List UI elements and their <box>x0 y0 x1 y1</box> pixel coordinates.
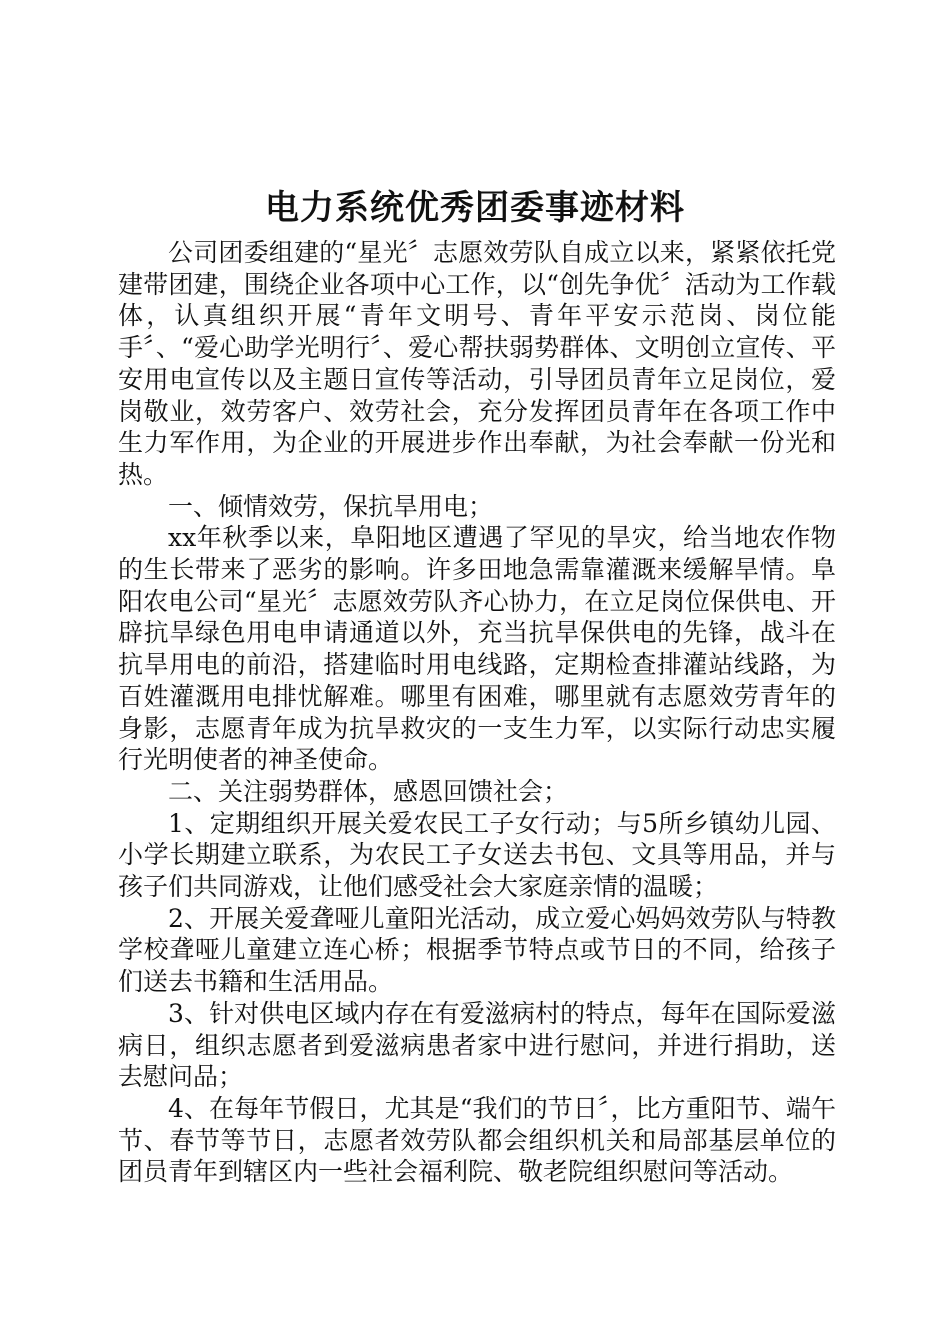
list-item-3: 3、针对供电区域内存在有爱滋病村的特点，每年在国际爱滋病日，组织志愿者到爱滋病患者家中进行慰问，并进行捐助，送去慰问品； <box>118 998 836 1092</box>
list-item-1: 1、定期组织开展关爱农民工子女行动；与5所乡镇幼儿园、小学长期建立联系，为农民工子女送去书包、文具等用品，并与孩子们共同游戏，让他们感受社会大家庭亲情的温暖； <box>118 808 836 902</box>
paragraph-drought: xx年秋季以来，阜阳地区遭遇了罕见的旱灾，给当地农作物的生长带来了恶劣的影响。许多田地急需靠灌溉来缓解旱情。阜阳农电公司“星光〞志愿效劳队齐心协力，在立足岗位保供电、开辟抗旱绿色用电申请通道以外，充当抗旱保供电的先锋，战斗在抗旱用电的前沿，搭建临时用电线路，定期检查排灌站线路，为百姓灌溉用电排忧解难。哪里有困难，哪里就有志愿效劳青年的身影，志愿青年成为抗旱救灾的一支生力军，以实际行动忠实履行光明使者的神圣使命。 <box>118 523 836 775</box>
section-heading-1: 一、倾情效劳，保抗旱用电； <box>168 491 494 521</box>
list-item-2: 2、开展关爱聋哑儿童阳光活动，成立爱心妈妈效劳队与特教学校聋哑儿童建立连心桥；根据季节特点或节日的不同，给孩子们送去书籍和生活用品。 <box>118 903 836 997</box>
document-title: 电力系统优秀团委事迹材料 <box>265 188 685 228</box>
list-item-4: 4、在每年节假日，尤其是“我们的节日〞，比方重阳节、端午节、春节等节日，志愿者效劳队都会组织机关和局部基层单位的团员青年到辖区内一些社会福利院、敬老院组织慰问等活动。 <box>118 1093 836 1187</box>
document-body <box>118 237 836 1188</box>
section-heading-2: 二、关注弱势群体，感恩回馈社会； <box>168 776 569 806</box>
paragraph-intro: 公司团委组建的“星光〞志愿效劳队自成立以来，紧紧依托党建带团建，围绕企业各项中心工作，以“创先争优〞活动为工作载体，认真组织开展“青年文明号、青年平安示范岗、岗位能手〞、“爱心助学光明行〞、爱心帮扶弱势群体、文明创立宣传、平安用电宣传以及主题日宣传等活动，引导团员青年立足岗位，爱岗敬业，效劳客户、效劳社会，充分发挥团员青年在各项工作中生力军作用，为企业的开展进步作出奉献，为社会奉献一份光和热。 <box>118 238 836 489</box>
